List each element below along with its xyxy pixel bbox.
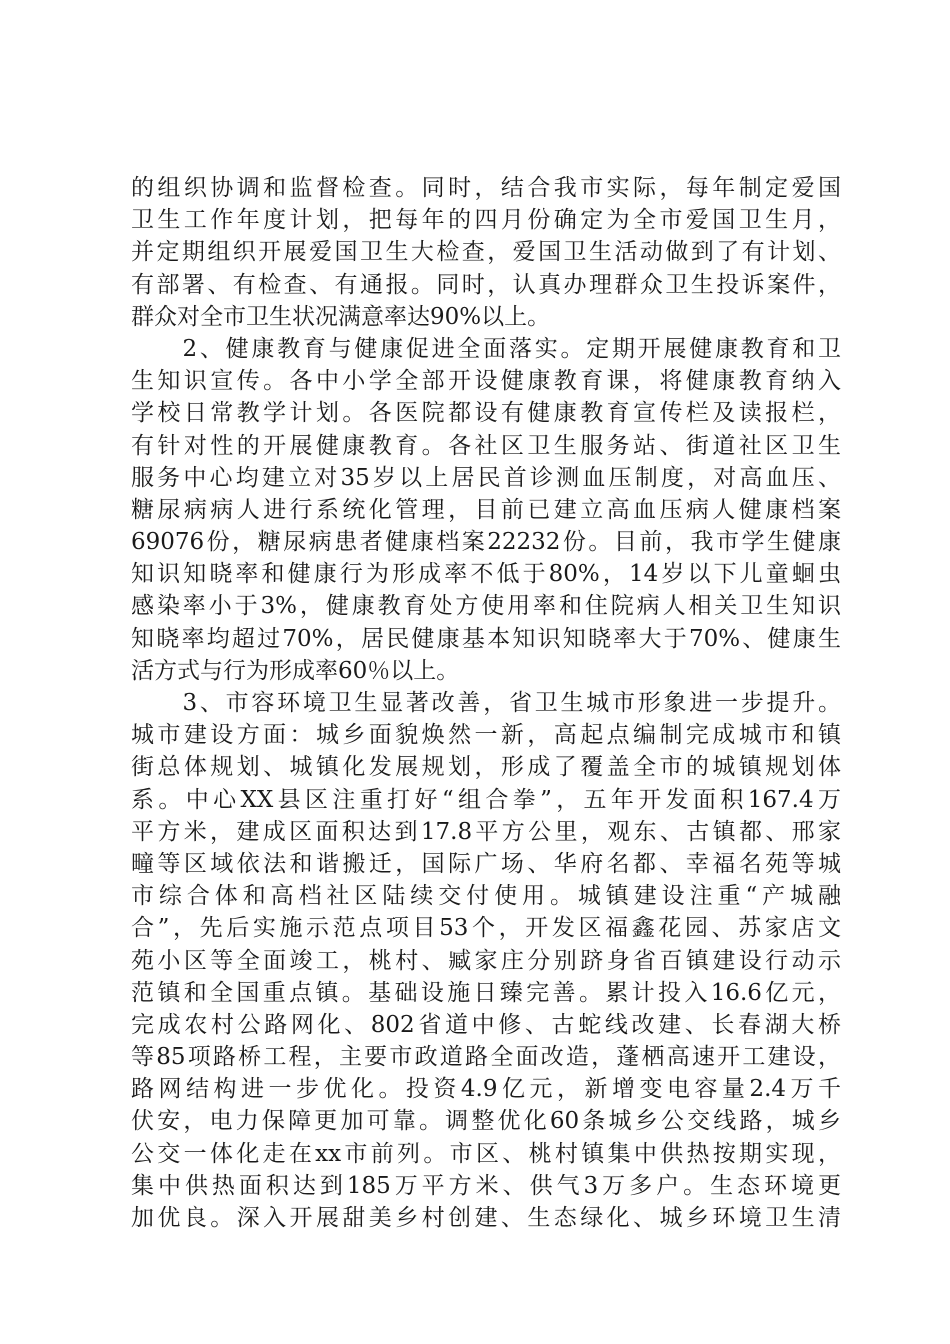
text-line: 知晓率均超过70%，居民健康基本知识知晓率大于70%、健康生 [131,625,841,652]
text-line: 活方式与行为形成率60％以上。 [131,657,460,684]
text-line: 系。中心XX县区注重打好“组合拳”，五年开发面积167.4万 [131,786,841,813]
text-line: 市综合体和高档社区陆续交付使用。城镇建设注重“产城融 [131,883,841,910]
text-line: 的组织协调和监督检查。同时，结合我市实际，每年制定爱国 [131,175,841,201]
text-line: 卫生工作年度计划，把每年的四月份确定为全市爱国卫生月， [131,207,841,234]
text-line: 伏安，电力保障更加可靠。调整优化60条城乡公交线路，城乡 [131,1108,841,1135]
text-line: 集中供热面积达到185万平方米、供气3万多户。生态环境更 [131,1172,841,1199]
text-line: 等85项路桥工程，主要市政道路全面改造，蓬栖高速开工建设， [131,1044,841,1071]
text-line: 69076份，糖尿病患者健康档案22232份。目前，我市学生健康 [131,529,841,556]
text-line: 感染率小于3%，健康教育处方使用率和住院病人相关卫生知识 [131,593,841,620]
text-line: 服务中心均建立对35岁以上居民首诊测血压制度，对高血压、 [131,464,841,491]
text-line: 糖尿病病人进行系统化管理，目前已建立高血压病人健康档案 [131,496,841,523]
body-text [131,172,841,1234]
text-line: 平方米，建成区面积达到17.8平方公里，观东、古镇都、邢家 [131,818,841,845]
text-line: 有部署、有检查、有通报。同时，认真办理群众卫生投诉案件， [131,271,841,298]
text-line: 有针对性的开展健康教育。各社区卫生服务站、街道社区卫生 [131,432,841,459]
text-line: 完成农村公路网化、802省道中修、古蛇线改建、长春湖大桥 [131,1011,841,1038]
text-line: 群众对全市卫生状况满意率达90%以上。 [131,303,551,330]
text-line: 生知识宣传。各中小学全部开设健康教育课，将健康教育纳入 [131,368,841,395]
text-line: 3、市容环境卫生显著改善，省卫生城市形象进一步提升。 [131,690,841,716]
text-line: 苑小区等全面竣工，桃村、臧家庄分别跻身省百镇建设行动示 [131,947,841,974]
text-line: 并定期组织开展爱国卫生大检查，爱国卫生活动做到了有计划、 [131,239,841,266]
text-line: 公交一体化走在xx市前列。市区、桃村镇集中供热按期实现， [131,1140,841,1167]
text-line: 学校日常教学计划。各医院都设有健康教育宣传栏及读报栏， [131,400,841,427]
text-line: 2、健康教育与健康促进全面落实。定期开展健康教育和卫 [131,335,841,362]
text-line: 知识知晓率和健康行为形成率不低于80%，14岁以下儿童蛔虫 [131,561,841,588]
text-line: 城市建设方面：城乡面貌焕然一新，高起点编制完成城市和镇 [131,722,841,749]
text-line: 疃等区域依法和谐搬迁，国际广场、华府名都、幸福名苑等城 [131,850,841,877]
text-line: 路网结构进一步优化。投资4.9亿元，新增变电容量2.4万千 [131,1076,841,1103]
text-line: 街总体规划、城镇化发展规划，形成了覆盖全市的城镇规划体 [131,754,841,781]
text-line: 加优良。深入开展甜美乡村创建、生态绿化、城乡环境卫生清 [131,1205,841,1231]
text-line: 范镇和全国重点镇。基础设施日臻完善。累计投入16.6亿元， [131,979,841,1006]
text-line: 合”，先后实施示范点项目53个，开发区福鑫花园、苏家店文 [131,915,841,942]
